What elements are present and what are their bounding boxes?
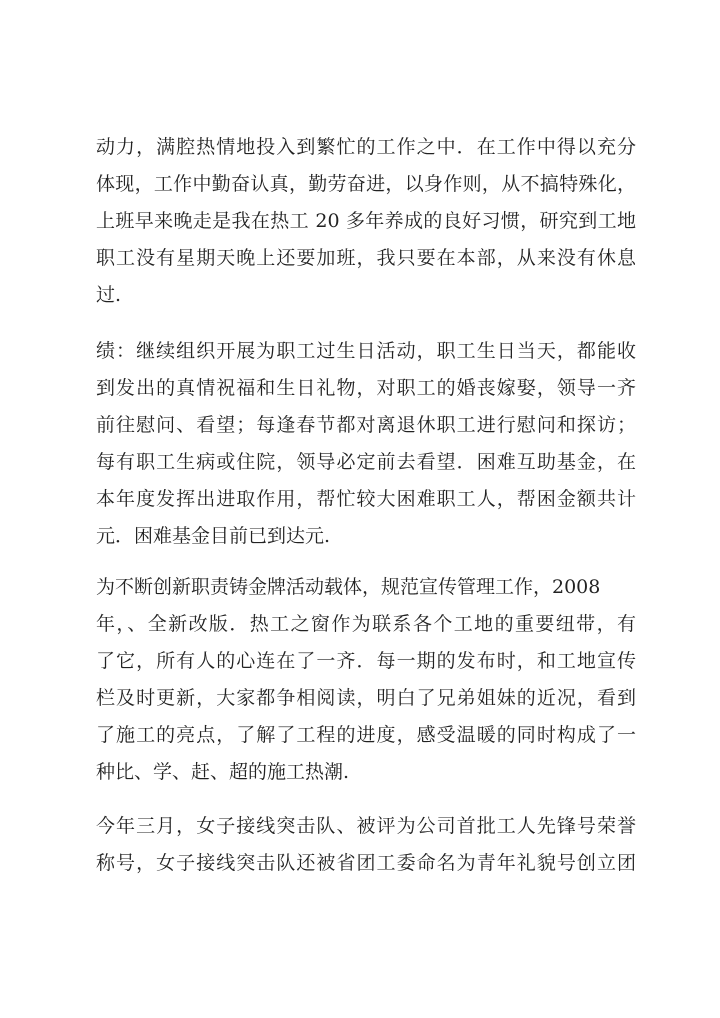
- text-line: 元．困难基金目前已到达元.: [96, 525, 331, 547]
- text-line: 今年三月，女子接线突击队、被评为公司首批工人先锋号荣誉: [96, 815, 636, 837]
- text-line: 绩：继续组织开展为职工过生日活动，职工生日当天，都能收: [96, 340, 636, 362]
- text-line: 称号，女子接线突击队还被省团工委命名为青年礼貌号创立团: [96, 852, 636, 874]
- text-line: 种比、学、赶、超的施工热潮.: [96, 761, 350, 783]
- text-line: 到发出的真情祝福和生日礼物，对职工的婚丧嫁娶，领导一齐: [96, 377, 636, 399]
- text-line: 过.: [96, 284, 122, 306]
- text-line: 体现，工作中勤奋认真，勤劳奋进，以身作则，从不搞特殊化，: [96, 173, 636, 195]
- text-line: 每有职工生病或住院，领导必定前去看望．困难互助基金，在: [96, 451, 636, 473]
- text-line: 前往慰问、看望；每逢春节都对离退休职工进行慰问和探访；: [96, 414, 636, 436]
- paragraph-work-attitude: [96, 129, 636, 314]
- text-line: 了它，所有人的心连在了一齐．每一期的发布时，和工地宣传: [96, 650, 636, 672]
- text-line: 栏及时更新，大家都争相阅读，明白了兄弟姐妹的近况，看到: [96, 687, 636, 709]
- text-line: 本年度发挥出进取作用，帮忙较大困难职工人，帮困金额共计: [96, 488, 636, 510]
- paragraph-employee-care: [96, 333, 636, 555]
- text-line: 职工没有星期天晚上还要加班，我只要在本部，从来没有休息: [96, 247, 636, 269]
- text-line: 年，、全新改版．热工之窗作为联系各个工地的重要纽带，有: [96, 613, 636, 635]
- text-line: 上班早来晚走是我在热工 20 多年养成的良好习惯，研究到工地: [96, 210, 636, 232]
- text-line: 动力，满腔热情地投入到繁忙的工作之中．在工作中得以充分: [96, 136, 636, 158]
- text-line: 了施工的亮点，了解了工程的进度，感受温暖的同时构成了一: [96, 724, 636, 746]
- text-line: 为不断创新职责铸金牌活动载体，规范宣传管理工作，2008: [96, 576, 601, 598]
- paragraph-publicity-work: [96, 569, 636, 791]
- paragraph-honors: [96, 808, 636, 882]
